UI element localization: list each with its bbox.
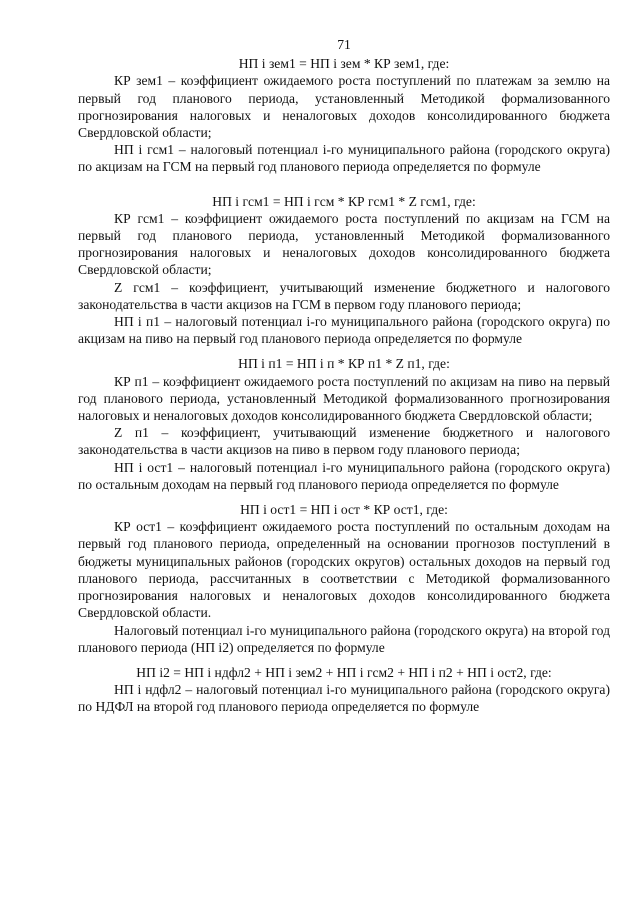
paragraph-fuel-potential-intro: НП і гсм1 – налоговый потенциал і-го муниципального района (городского округа) по акцизам на ГСМ на первый год планового периода определяется по формуле [78, 142, 610, 175]
paragraph-beer-z-coefficient: Z п1 – коэффициент, учитывающий изменение бюджетного и налогового законодательства в части акцизов на пиво в первом году планового периода; [78, 425, 610, 458]
paragraph-pit-second-year: НП і ндфл2 – налоговый потенциал і-го муниципального района (городского округа) по НДФЛ на второй год планового периода определяется по формуле [78, 682, 610, 715]
paragraph-second-year-intro: Налоговый потенциал і-го муниципального района (городского округа) на второй год планового периода (НП і2) определяется по формуле [78, 622, 610, 655]
document-page [78, 36, 610, 716]
formula-fuel-excise-1: НП і гсм1 = НП і гсм * КР гсм1 * Z гсм1, где: [212, 193, 476, 209]
page-number: 71 [337, 37, 351, 52]
paragraph-other-potential-intro: НП і ост1 – налоговый потенциал і-го муниципального района (городского округа) по остальным доходам на первый год планового периода определяется по формуле [78, 459, 610, 492]
formula-land-tax-1: НП і зем1 = НП і зем * КР зем1, где: [238, 56, 450, 72]
formula-beer-excise-1: НП і п1 = НП і п * КР п1 * Z п1, где: [238, 356, 450, 372]
paragraph-fuel-coefficient: КР гсм1 – коэффициент ожидаемого роста поступлений по акцизам на ГСМ на первый год планового периода, установленный Методикой формализованного прогнозирования налоговых и неналоговых доходов консолидированного бюджета Свердловской области; [78, 210, 610, 278]
formula-other-income-1: НП і ост1 = НП і ост * КР ост1, где: [240, 502, 448, 518]
paragraph-beer-potential-intro: НП і п1 – налоговый потенциал і-го муниципального района (городского округа) по акцизам на пиво на первый год планового периода определяется по формуле [78, 314, 610, 347]
formula-second-year-total: НП і2 = НП і ндфл2 + НП і зем2 + НП і гсм2 + НП і п2 + НП і ост2, где: [136, 664, 552, 680]
paragraph-beer-coefficient: КР п1 – коэффициент ожидаемого роста поступлений по акцизам на пиво на первый год планового периода, установленный Методикой формализованного прогнозирования налоговых и неналоговых доходов консолидированного бюджета Свердловской области; [78, 373, 610, 424]
paragraph-other-coefficient: КР ост1 – коэффициент ожидаемого роста поступлений по остальным доходам на первый год планового периода, определенный на основании прогнозов поступлений в бюджеты муниципальных районов (городских округов) остальных доходов на первый год планового периода, рассчитанных в соответствии с Методикой формализованного прогнозирования налоговых и неналоговых доходов консолидированного бюджета Свердловской области. [78, 519, 610, 621]
paragraph-land-coefficient: КР зем1 – коэффициент ожидаемого роста поступлений по платежам за землю на первый год планового периода, установленный Методикой формализованного прогнозирования налоговых и неналоговых доходов консолидированного бюджета Свердловской области; [78, 73, 610, 141]
paragraph-fuel-z-coefficient: Z гсм1 – коэффициент, учитывающий изменение бюджетного и налогового законодательства в части акцизов на ГСМ в первом году планового периода; [78, 279, 610, 312]
